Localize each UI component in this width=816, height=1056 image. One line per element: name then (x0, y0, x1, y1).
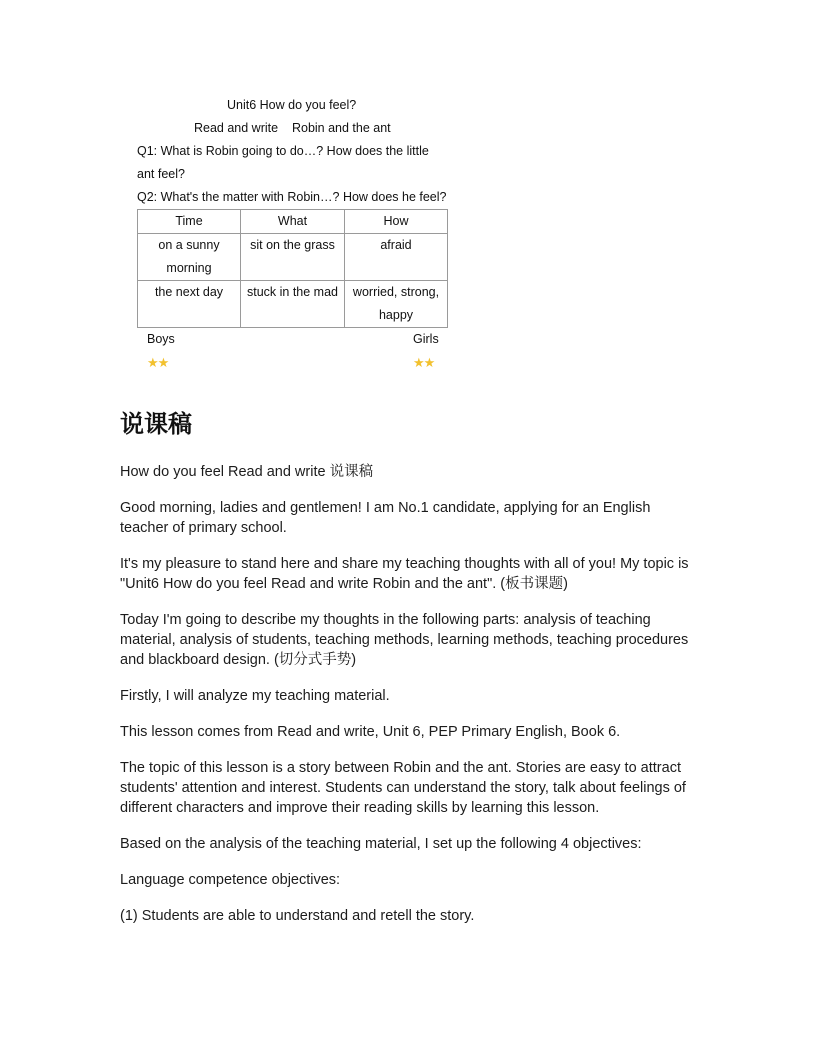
story-table (137, 209, 448, 328)
paragraph: (1) Students are able to understand and retell the story. (120, 908, 475, 924)
girls-label: Girls (413, 332, 439, 346)
cell-how (345, 281, 448, 328)
document-body (120, 462, 700, 942)
header-what: What (241, 210, 345, 234)
cell-how-line-1: afraid (380, 238, 412, 252)
question-1-line-2: ant feel? (137, 167, 185, 181)
paragraph: Good morning, ladies and gentlemen! I am No.1 candidate, applying for an English teacher of primary school. (120, 500, 651, 536)
star-icon: ★★ (413, 355, 435, 370)
blackboard-subtitle: Read and write Robin and the ant (194, 121, 391, 135)
cell-how (345, 234, 448, 281)
question-1-line-1: Q1: What is Robin going to do…? How does the little (137, 144, 429, 158)
cell-how-line-2: happy (378, 308, 414, 322)
cell-time-line-1: on a sunny (158, 238, 220, 252)
paragraph: Firstly, I will analyze my teaching material. (120, 688, 390, 704)
boys-label: Boys (147, 332, 175, 346)
star-icon: ★★ (147, 355, 169, 370)
cell-what: stuck in the mad (241, 281, 345, 328)
blackboard-design (137, 94, 457, 374)
table-row (138, 234, 448, 281)
paragraph: Language competence objectives: (120, 872, 341, 888)
table-header-row (138, 210, 448, 234)
page-title: 说课稿 (120, 410, 192, 438)
cell-time (138, 234, 241, 281)
paragraph: How do you feel Read and write 说课稿 (120, 464, 374, 480)
cell-what: sit on the grass (241, 234, 345, 281)
team-scores (137, 328, 457, 374)
header-time: Time (138, 210, 241, 234)
cell-time: the next day (138, 281, 241, 328)
paragraph: It's my pleasure to stand here and share my teaching thoughts with all of you! My topic is "Unit6 How do you feel Read and write Robin and the ant". (板书课题) (120, 556, 689, 592)
paragraph: The topic of this lesson is a story between Robin and the ant. Stories are easy to attract students' attention and interest. Students can understand the story, talk about feelings of different characters and improve their reading skills by learning this lesson. (120, 760, 686, 816)
paragraph: This lesson comes from Read and write, Unit 6, PEP Primary English, Book 6. (120, 724, 621, 740)
table-row (138, 281, 448, 328)
cell-how-line-1: worried, strong, (352, 285, 440, 299)
blackboard-title: Unit6 How do you feel? (227, 98, 357, 112)
team-girls (413, 328, 439, 374)
paragraph: Today I'm going to describe my thoughts in the following parts: analysis of teaching material, analysis of students, teaching methods, learning methods, teaching procedures and blackboard design. (切分式手势) (120, 612, 689, 668)
paragraph: Based on the analysis of the teaching material, I set up the following 4 objectives: (120, 836, 642, 852)
header-how: How (345, 210, 448, 234)
cell-time-line-2: morning (166, 261, 212, 275)
team-boys (147, 328, 175, 374)
question-2: Q2: What's the matter with Robin…? How does he feel? (137, 190, 447, 204)
